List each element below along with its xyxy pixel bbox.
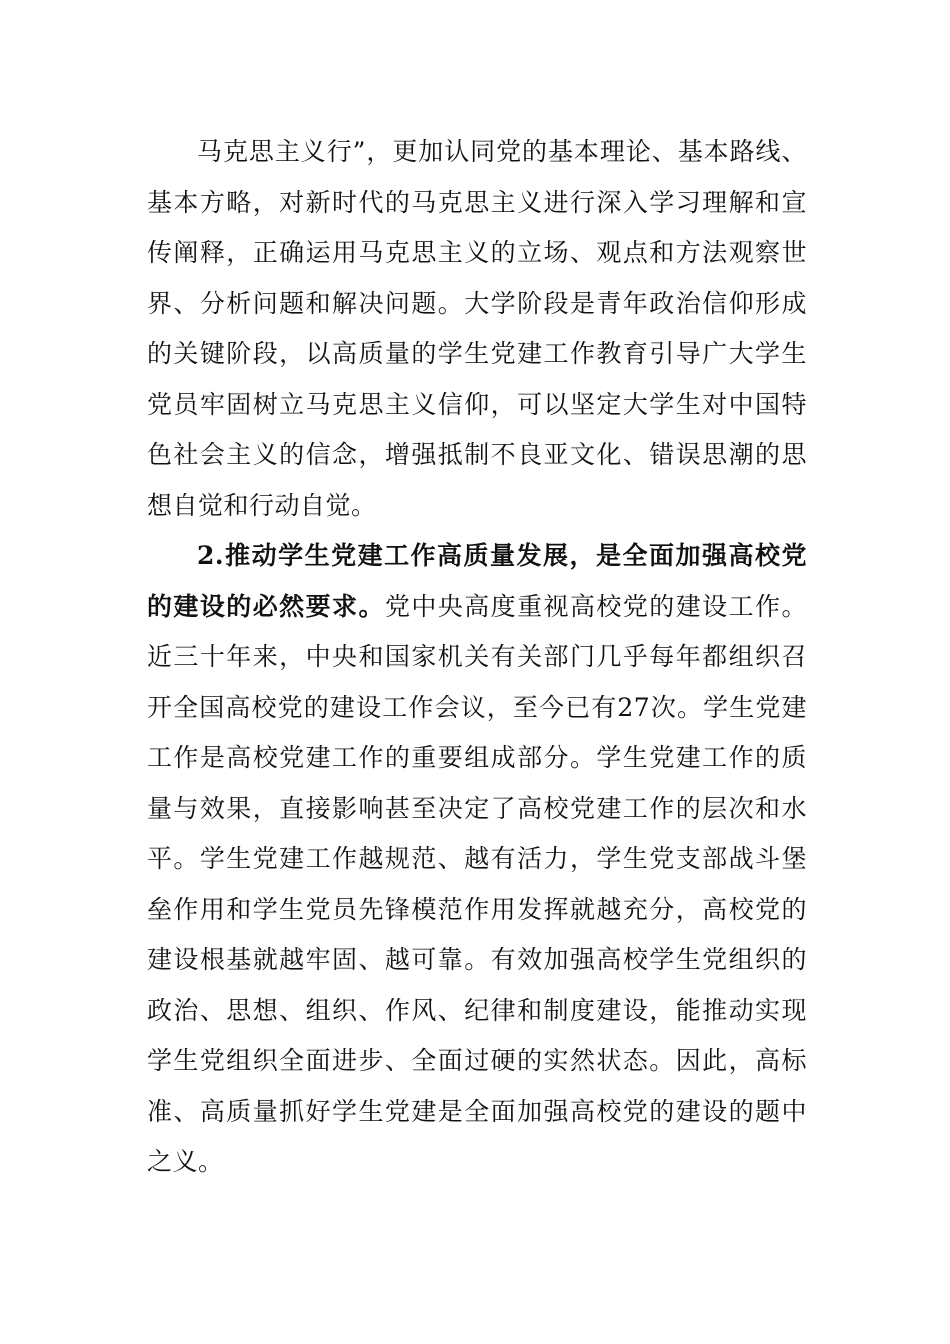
paragraph-1-line-8: 想自觉和行动自觉。 [147,490,377,520]
paragraph-2-line-10: 政治、思想、组织、作风、纪律和制度建设，能推动实现 [147,995,807,1025]
paragraph-1-line-7: 色社会主义的信念，增强抵制不良亚文化、错误思潮的思 [147,440,807,469]
paragraph-2-line-9: 建设根基就越牢固、越可靠。有效加强高校学生党组织的 [147,945,807,974]
paragraph-1-line-3: 传阐释，正确运用马克思主义的立场、观点和方法观察世 [147,238,807,267]
paragraph-2-heading-line-1: 2.推动学生党建工作高质量发展，是全面加强高校党 [197,541,807,570]
paragraph-2-line-5: 工作是高校党建工作的重要组成部分。学生党建工作的质 [147,743,807,772]
paragraph-2-line-4: 开全国高校党的建设工作会议，至今已有27次。学生党建 [147,692,807,722]
paragraph-2-heading-line-2: 的建设的必然要求。 [147,591,385,621]
paragraph-1-line-5: 的关键阶段，以高质量的学生党建工作教育引导广大学生 [147,339,807,368]
paragraph-2-line-2-rest: 党中央高度重视高校党的建设工作。 [384,591,807,621]
paragraph-2-line-8: 垒作用和学生党员先锋模范作用发挥就越充分，高校党的 [147,894,807,924]
paragraph-2-line-3: 近三十年来，中央和国家机关有关部门几乎每年都组织召 [147,642,807,671]
paragraph-1-line-2: 基本方略，对新时代的马克思主义进行深入学习理解和宣 [147,187,807,217]
paragraph-2-line-13: 之义。 [147,1147,224,1176]
paragraph-2-line-6: 量与效果，直接影响甚至决定了高校党建工作的层次和水 [147,793,807,823]
paragraph-1-line-1: 马克思主义行”，更加认同党的基本理论、基本路线、 [197,137,807,166]
paragraph-2-line-11: 学生党组织全面进步、全面过硬的实然状态。因此，高标 [147,1046,807,1075]
paragraph-2-line-2 [147,582,807,633]
paragraph-1-line-4: 界、分析问题和解决问题。大学阶段是青年政治信仰形成 [147,288,807,318]
paragraph-2-line-12: 准、高质量抓好学生党建是全面加强高校党的建设的题中 [147,1096,807,1126]
paragraph-1-line-6: 党员牢固树立马克思主义信仰，可以坚定大学生对中国特 [147,389,807,419]
paragraph-2-line-7: 平。学生党建工作越规范、越有活力，学生党支部战斗堡 [147,844,807,873]
document-body [147,127,807,1188]
